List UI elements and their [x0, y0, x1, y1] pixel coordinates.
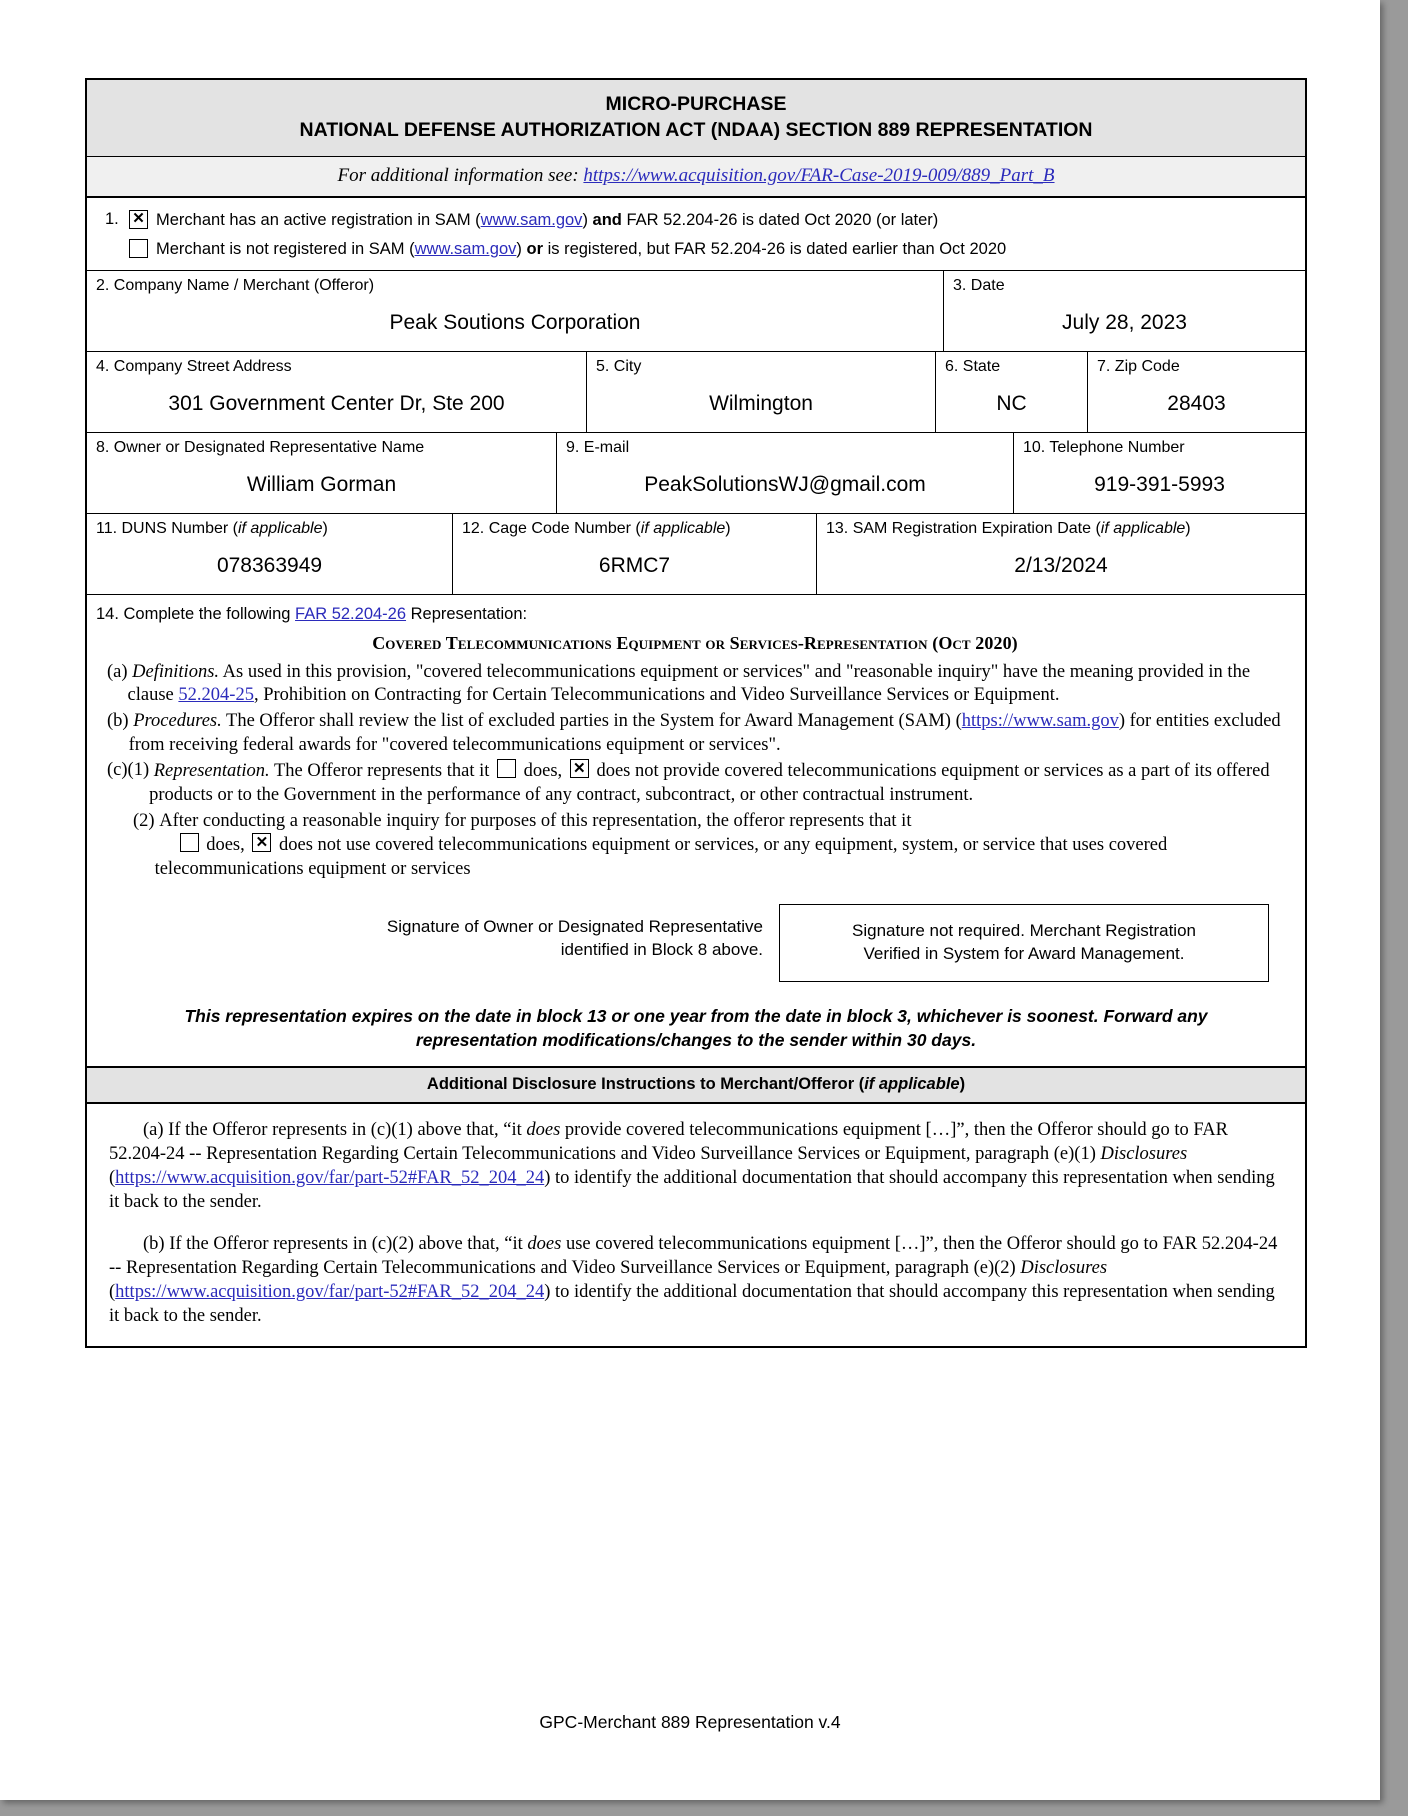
item-1-option-b-text [156, 237, 1006, 260]
cage-label-post: ) [725, 519, 731, 537]
duns-label-post: ) [322, 519, 328, 537]
telephone-value[interactable]: 919-391-5993 [1094, 473, 1225, 497]
far-part-52-link-a[interactable]: https://www.acquisition.gov/far/part-52#FAR_52_204_24 [115, 1167, 545, 1188]
add-b-1: (b) If the Offeror represents in (c)(2) above that, “it [143, 1234, 528, 1255]
paragraph-b-text2: ) for entities excluded from receiving federal awards for "covered telecommunications equipment or services". [128, 710, 1281, 755]
checkbox-sam-not-registered-icon[interactable] [129, 239, 148, 258]
signature-label [293, 904, 779, 962]
add-a-2: provide covered telecommunications equipment […]”, then the Offeror should go to FAR 52.204-24 -- Representation Regarding Certain Telecommunications and Video Surveillance Services or Equipment, paragraph (e)(1) [109, 1119, 1228, 1164]
far-52-204-25-link[interactable]: 52.204-25 [178, 685, 254, 706]
signature-label-line1: Signature of Owner or Designated Representative [386, 916, 763, 936]
opt-a-pre: Merchant has an active registration in SAM ( [156, 210, 481, 229]
duns-label [87, 514, 452, 538]
cage-value[interactable]: 6RMC7 [598, 554, 671, 578]
city-label: 5. City [596, 357, 642, 375]
field-state[interactable] [936, 352, 1088, 432]
item-1-option-a-text [156, 208, 938, 231]
additional-paragraph-a [109, 1118, 1281, 1214]
add-a-disclosures: Disclosures [1100, 1143, 1188, 1164]
c2-does-label: does, [206, 835, 245, 856]
opt-a-bold: and [592, 210, 622, 229]
add-a-4: ) to identify the additional documentation that should accompany this representation when sending it back to the sender. [109, 1167, 1275, 1212]
add-b-disclosures: Disclosures [1020, 1258, 1108, 1279]
sec14-label-post: Representation: [406, 604, 528, 623]
company-name-value[interactable]: Peak Soutions Corporation [389, 311, 641, 335]
item-1-number: 1. [105, 209, 119, 228]
representation-title: Covered Telecommunications Equipment or Services-Representation (Oct 2020) [372, 632, 1018, 653]
cage-label [453, 514, 816, 538]
field-duns[interactable] [87, 514, 453, 594]
duns-label-pre: 11. DUNS Number ( [96, 519, 238, 537]
add-b-3: ( [109, 1282, 116, 1303]
telephone-label: 10. Telephone Number [1023, 438, 1185, 456]
opt-b-bold: or [526, 240, 543, 259]
email-label: 9. E-mail [566, 438, 630, 456]
field-city[interactable] [587, 352, 936, 432]
additional-paragraph-b [109, 1232, 1281, 1328]
paragraph-b-text1: The Offeror shall review the list of excluded parties in the System for Award Management (SAM) ( [221, 710, 962, 731]
city-value[interactable]: Wilmington [709, 392, 813, 416]
paragraph-a-text1: As used in this provision, "covered telecommunications equipment or services" and "reasonable inquiry" have the meaning provided in the clause [127, 661, 1251, 706]
additional-disclosure-body [87, 1104, 1305, 1346]
opt-b-pre: Merchant is not registered in SAM ( [156, 240, 415, 259]
company-name-label: 2. Company Name / Merchant (Offeror) [96, 276, 375, 294]
field-telephone[interactable] [1014, 433, 1305, 513]
cage-label-italic: if applicable [640, 519, 726, 537]
checkbox-c2-does-not-icon[interactable] [252, 833, 271, 852]
signature-box-line1: Signature not required. Merchant Registration [852, 920, 1196, 940]
paragraph-c1-lead: Representation. [153, 761, 270, 782]
paragraph-a-tag: (a) [107, 661, 128, 682]
sam-exp-value[interactable]: 2/13/2024 [1014, 554, 1108, 578]
row-identifiers [87, 513, 1305, 594]
c2-doesnot-label: does not [279, 835, 342, 856]
signature-label-line2: identified in Block 8 above. [560, 939, 763, 959]
paragraph-c2-text2: use covered telecommunications equipment or services, or any equipment, system, or service that uses covered telecommunications equipment or services [154, 835, 1168, 879]
paragraph-c1-body [149, 759, 1283, 807]
field-owner-name[interactable] [87, 433, 557, 513]
owner-value[interactable]: William Gorman [246, 473, 397, 497]
add-a-3: ( [109, 1167, 116, 1188]
add-a-1: (a) If the Offeror represents in (c)(1) above that, “it [143, 1119, 527, 1140]
add-header-italic: if applicable [864, 1074, 960, 1093]
paragraph-c1-tag: (c)(1) [107, 760, 150, 781]
paragraph-c2-body [155, 810, 1283, 882]
add-b-4: ) to identify the additional documentation that should accompany this representation when sending it back to the sender. [109, 1282, 1275, 1327]
street-label: 4. Company Street Address [96, 357, 292, 375]
field-street-address[interactable] [87, 352, 587, 432]
sam-exp-label-italic: if applicable [1100, 519, 1186, 537]
signature-box[interactable] [779, 904, 1269, 982]
additional-disclosure-header [87, 1068, 1305, 1104]
c1-doesnot-label: does not [596, 761, 659, 782]
form-title-line2: NATIONAL DEFENSE AUTHORIZATION ACT (NDAA) SECTION 889 REPRESENTATION [299, 119, 1093, 142]
sam-gov-link-b[interactable]: www.sam.gov [414, 240, 517, 259]
section-14 [87, 594, 1305, 1068]
c1-does-label: does, [523, 761, 563, 782]
far-part-52-link-b[interactable]: https://www.acquisition.gov/far/part-52#FAR_52_204_24 [115, 1282, 545, 1303]
field-date[interactable] [944, 271, 1305, 351]
zip-value[interactable]: 28403 [1167, 392, 1226, 416]
date-label: 3. Date [953, 276, 1005, 294]
field-zip[interactable] [1088, 352, 1305, 432]
sec14-label-pre: 14. Complete the following [96, 604, 296, 623]
section-14-label [87, 602, 1305, 630]
expiration-note: This representation expires on the date in block 13 or one year from the date in block 3, whichever is soonest. Forward any representation modifications/changes to the sender within 30 days. [87, 992, 1305, 1068]
paragraph-a-text2: , Prohibition on Contracting for Certain Telecommunications and Video Surveillance Services or Equipment. [253, 685, 1060, 706]
add-b-2: use covered telecommunications equipment […]”, then the Offeror should go to FAR 52.204-24 -- Representation Regarding Certain Telecommunications and Video Surveillance Services or Equipment, paragraph (e)(2) [109, 1234, 1278, 1279]
state-value[interactable]: NC [996, 392, 1027, 416]
opt-a-mid: ) [582, 210, 593, 229]
item-1-option-a-row[interactable] [105, 208, 1305, 231]
paragraph-c1 [107, 759, 1283, 807]
ndaa-889-representation-form [85, 78, 1307, 1348]
add-b-does: does [527, 1234, 562, 1255]
sam-gov-https-link[interactable]: https://www.sam.gov [961, 710, 1119, 731]
representation-body [87, 630, 1305, 888]
paragraph-c2-tag: (2) [133, 810, 155, 831]
far-52-204-26-link[interactable]: FAR 52.204-26 [295, 604, 407, 623]
owner-label: 8. Owner or Designated Representative Name [96, 438, 425, 456]
date-value[interactable]: July 28, 2023 [1062, 311, 1187, 335]
checkbox-c1-does-not-icon[interactable] [570, 759, 589, 778]
paragraph-a [107, 661, 1283, 708]
sam-exp-label-pre: 13. SAM Registration Expiration Date ( [826, 519, 1101, 537]
paragraph-a-body [128, 661, 1283, 708]
add-header-post: ) [959, 1074, 966, 1093]
paragraph-a-lead: Definitions. [132, 661, 220, 682]
email-value[interactable]: PeakSolutionsWJ@gmail.com [644, 473, 926, 497]
paragraph-b [107, 710, 1283, 757]
signature-row [87, 888, 1305, 992]
sam-exp-label [817, 514, 1305, 538]
add-header-pre: Additional Disclosure Instructions to Merchant/Offeror ( [426, 1074, 865, 1093]
item-1-spacer [105, 237, 129, 239]
opt-b-post: is registered, but FAR 52.204-26 is dated earlier than Oct 2020 [542, 240, 1007, 259]
duns-value[interactable]: 078363949 [216, 554, 323, 578]
cage-label-pre: 12. Cage Code Number ( [462, 519, 641, 537]
paragraph-b-lead: Procedures. [133, 710, 222, 731]
sam-exp-label-post: ) [1185, 519, 1191, 537]
item-1-registration-block [87, 198, 1305, 271]
field-company-name[interactable] [87, 271, 944, 351]
signature-box-line2: Verified in System for Award Management. [863, 943, 1185, 963]
form-title [87, 80, 1305, 157]
row-company-date [87, 271, 1305, 351]
state-label: 6. State [945, 357, 1001, 375]
acquisition-gov-link[interactable]: https://www.acquisition.gov/FAR-Case-2019-009/889_Part_B [583, 164, 1055, 186]
checkbox-sam-active-icon[interactable] [129, 210, 148, 229]
document-footer: GPC-Merchant 889 Representation v.4 [539, 1712, 841, 1732]
paragraph-b-tag: (b) [107, 710, 129, 731]
row-address [87, 351, 1305, 432]
paragraph-c2-text1: After conducting a reasonable inquiry for purposes of this representation, the offeror represents that it [159, 810, 912, 831]
additional-information-bar [87, 157, 1305, 198]
field-cage[interactable] [453, 514, 817, 594]
duns-label-italic: if applicable [237, 519, 323, 537]
street-value[interactable]: 301 Government Center Dr, Ste 200 [168, 392, 505, 416]
paragraph-b-body [129, 710, 1283, 757]
sam-gov-link-a[interactable]: www.sam.gov [480, 210, 583, 229]
checkbox-c2-does-icon[interactable] [180, 833, 199, 852]
field-sam-expiration[interactable] [817, 514, 1305, 594]
opt-b-mid: ) [516, 240, 527, 259]
paragraph-c2 [107, 810, 1283, 882]
item-1-option-b-row[interactable] [105, 237, 1305, 260]
opt-a-post: FAR 52.204-26 is dated Oct 2020 (or later) [621, 210, 939, 229]
zip-label: 7. Zip Code [1097, 357, 1180, 375]
paragraph-c1-text1: The Offeror represents that it [269, 761, 495, 782]
checkbox-c1-does-icon[interactable] [497, 759, 516, 778]
paragraph-c1-text2: provide covered telecommunications equipment or services as a part of its offered products or to the Government in the performance of any contract, subcontract, or other contractual instrument. [149, 761, 1270, 805]
add-a-does: does [526, 1119, 561, 1140]
additional-information-label: For additional information see: [337, 164, 579, 186]
field-email[interactable] [557, 433, 1014, 513]
row-contact [87, 432, 1305, 513]
form-title-line1: MICRO-PURCHASE [605, 93, 787, 115]
